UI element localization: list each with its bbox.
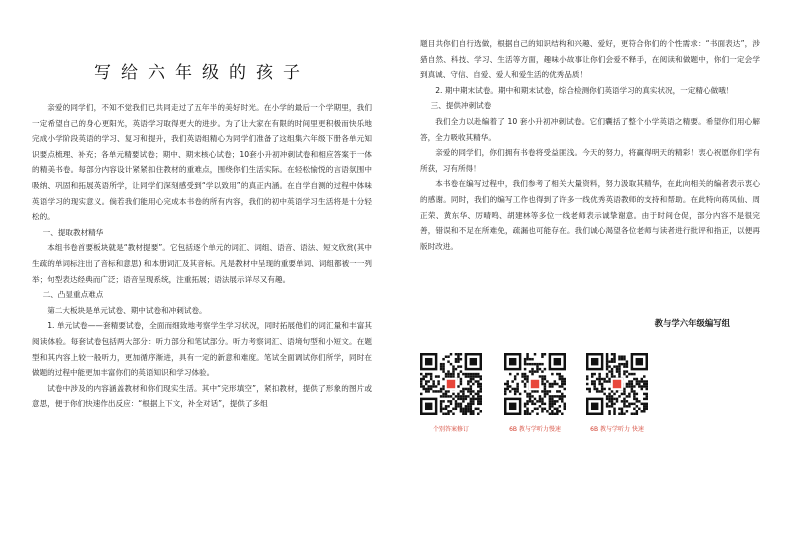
paragraph: 2. 期中期末试卷。期中和期末试卷，综合检测你们英语学习的真实状况，一定精心做哦！ — [435, 85, 734, 95]
qr-code-icon — [504, 353, 566, 415]
signature: 教与学六年级编写组 — [654, 318, 730, 328]
paragraph: 本组书卷首要板块就是“教材提要”。它包括逐个单元的词汇、词组、语音、语法、短文欣赏(其中生疏的单词标注出了音标和意思) 和本册词汇及其音标。凡是教材中呈现的重要单词、词组都被一一列举；句型表达经典而广泛；语音呈现系统，注重拓展；语法展示详尽又有趣。 — [32, 243, 372, 284]
paragraph: 本书卷在编写过程中，我们参考了相关大量资料，努力汲取其精华，在此向相关的编者表示衷心的感谢。同时，我们的编写工作也得到了许多一线优秀英语教师的支持和帮助。在此特向蒋凤仙、周正荣、黄东华、厉晴鸣、胡建林等多位一线老师表示诚挚谢意。由于时间仓促，部分内容不是很完善，错误和不足在所难免，疏漏也可能存在。我们诚心渴望各位老师与读者进行批评和指正，以便再版时改进。 — [420, 179, 760, 251]
qr-code-row — [410, 353, 680, 443]
paragraph: 第二大板块是单元试卷、期中试卷和冲刺试卷。 — [47, 305, 207, 315]
section-heading: 二、凸显重点难点 — [42, 290, 104, 300]
paragraph-continued: 题目共你们自行选做，根据自己的知识结构和兴趣、爱好，更符合你们的个性需求：“书面表达”，涉猎自然、科技、学习、生活等方面，趣味小故事让你们会爱不释手，在阅读和做题中，你们一定会学到真诚、守信、自爱、爱人和爱生活的优秀品质！ — [420, 39, 760, 80]
right-body-text — [420, 36, 760, 254]
qr-code-icon — [586, 353, 648, 415]
paragraph: 试卷中涉及的内容涵盖教材和你们现实生活。其中“完形填空”，紧扣教材，提供了形象的图片或意思，便于你们快速作出反应：“根据上下文，补全对话”，提供了多组 — [32, 383, 372, 409]
qr-caption: 6B 教与学听力 快速 — [590, 426, 644, 433]
paragraph: 1. 单元试卷——套精要试卷，全面而细致地考察学生学习状况，同时拓展他们的词汇量和丰富其阅读体验。每套试卷包括两大部分：听力部分和笔试部分。听力考察词汇、语境句型和小短文。在题型和其内容上较一般听力，更加循序渐进，具有一定的新意和难度。笔试全面调试你们所学，同时在做题的过程中能更加丰富你们的英语知识和学习体验。 — [32, 321, 372, 378]
paragraph: 亲爱的同学们，不知不觉我们已共同走过了五年半的美好时光。在小学的最后一个学期里，我们一定希望自己的身心更阳光，英语学习取得更大的进步。为了让大家在有限的时间里更积极而快乐地完成小学阶段英语的学习、复习和提升，我们英语组精心为同学们准备了这组集六年级下册各单元知识要点梳理、补充；各单元精要试卷；期中、期末核心试卷；10套小升初冲刺试卷和相应答案于一体的精美书卷。每部分内容设计紧紧扣住教材的重难点，围绕你们生活实际。在轻松愉悦的言语氛围中吸纳、巩固和拓展英语所学，让同学们深刻感受到“学以致用”的真正内涵。在自学自测的过程中体味英语学习的现实意义。倘若我们能用心完成本书卷的所有内容，我们的初中英语学习生活将是十分轻松的。 — [32, 103, 372, 222]
paragraph: 亲爱的同学们，你们拥有书卷将受益匪浅。今天的努力，将赢得明天的精彩！衷心祝愿你们学有所获，习有所得！ — [420, 148, 760, 173]
qr-code-listening-slow[interactable] — [494, 353, 576, 433]
left-body-text — [32, 100, 372, 412]
qr-code-icon — [420, 353, 482, 415]
qr-code-answers[interactable] — [410, 353, 492, 433]
paragraph: 我们全力以赴编着了 10 套小升初冲刺试卷。它们囊括了整个小学英语之精要。希望你们用心解答，全力吸收其精华。 — [420, 116, 760, 142]
section-heading: 三、提供冲刺试卷 — [430, 101, 492, 111]
section-heading: 一、提取教材精华 — [42, 227, 104, 237]
page-title: 写给六年级的孩子 — [94, 63, 310, 83]
qr-code-listening-fast[interactable] — [576, 353, 658, 433]
qr-caption: 个别答案修订 — [432, 426, 469, 433]
qr-caption: 6B 教与学听力慢速 — [509, 426, 561, 433]
